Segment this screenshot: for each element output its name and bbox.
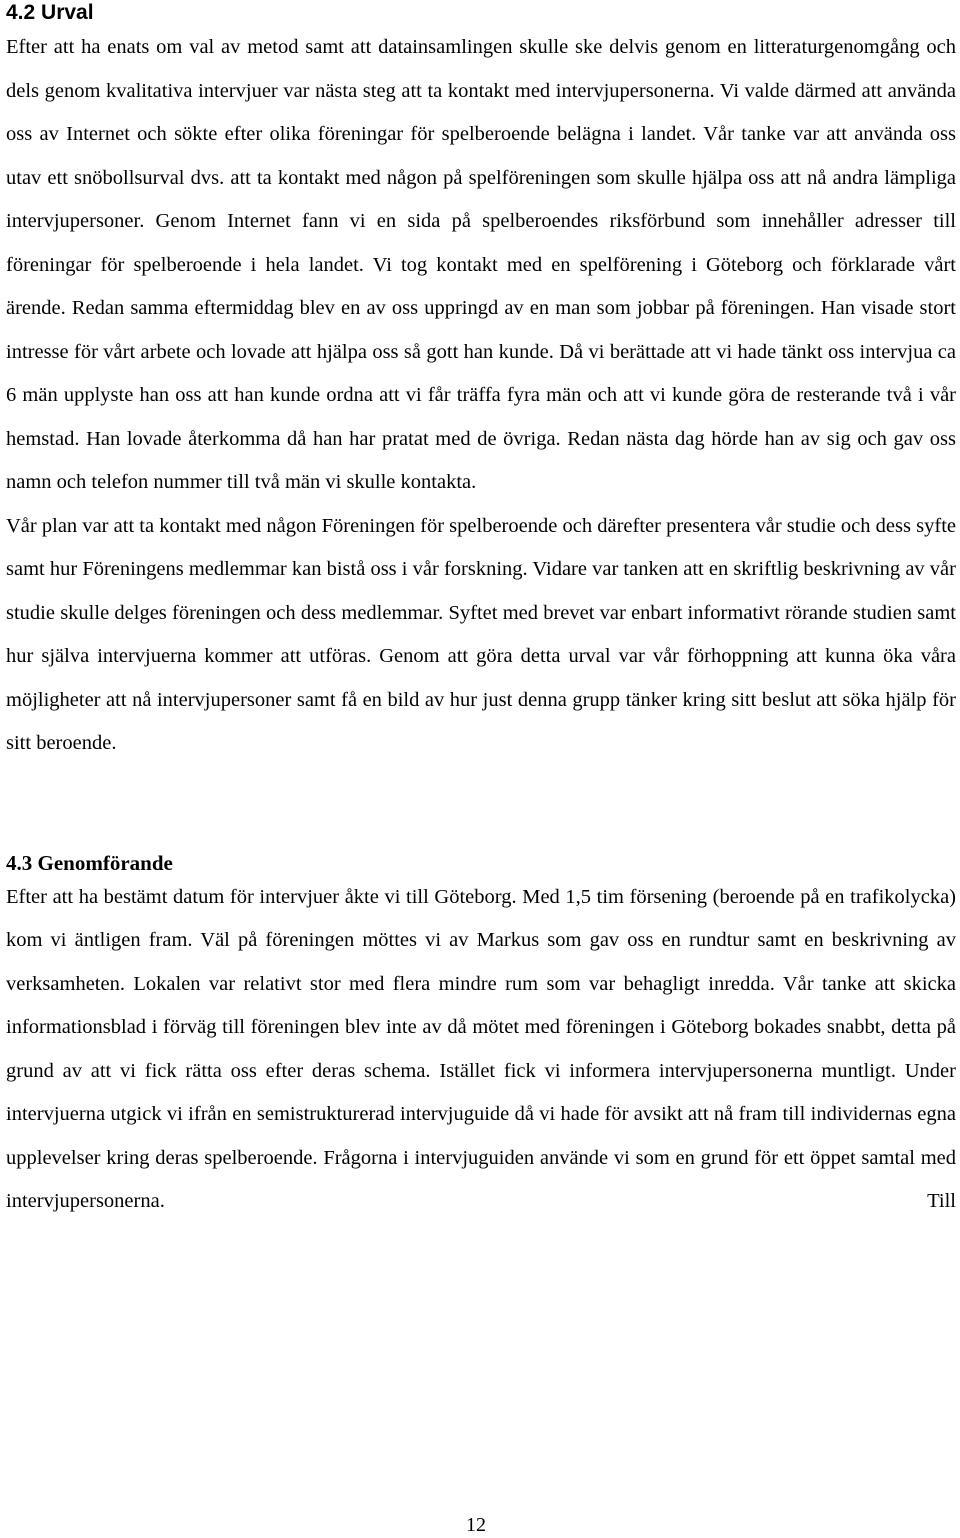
- paragraph-urval-1: Efter att ha enats om val av metod samt att datainsamlingen skulle ske delvis genom en litteraturgenomgång och dels genom kvalitativa intervjuer var nästa steg att ta kontakt med intervjupersonerna. Vi valde därmed att använda oss av Internet och sökte efter olika föreningar för spelberoende belägna i landet. Vår tanke var att använda oss utav ett snöbollsurval dvs. att ta kontakt med någon på spelföreningen som skulle hjälpa oss att nå andra lämpliga intervjupersoner. Genom Internet fann vi en sida på spelberoendes riksförbund som innehåller adresser till föreningar för spelberoende i hela landet. Vi tog kontakt med en spelförening i Göteborg och förklarade vårt ärende. Redan samma eftermiddag blev en av oss uppringd av en man som jobbar på föreningen. Han visade stort intresse för vårt arbete och lovade att hjälpa oss så gott han kunde. Då vi berättade att vi hade tänkt oss intervjua ca 6 män upplyste han oss att han kunde ordna att vi får träffa fyra män och att vi kunde göra de resterande två i vår hemstad. Han lovade återkomma då han har pratat med de övriga. Redan nästa dag hörde han av sig och gav oss namn och telefon nummer till två män vi skulle kontakta.: [6, 36, 956, 493]
- paragraph-urval-2: Vår plan var att ta kontakt med någon Föreningen för spelberoende och därefter presentera vår studie och dess syfte samt hur Föreningens medlemmar kan bistå oss i vår forskning. Vidare var tanken att en skriftlig beskrivning av vår studie skulle delges föreningen och dess medlemmar. Syftet med brevet var enbart informativt rörande studien samt hur själva intervjuerna kommer att utföras. Genom att göra detta urval var vår förhoppning att kunna öka våra möjligheter att nå intervjupersoner samt få en bild av hur just denna grupp tänker kring sitt beslut att söka hjälp för sitt beroende.: [6, 514, 956, 754]
- section-heading-genomforande: 4.3 Genomförande: [6, 850, 173, 875]
- document-page: [6, 0, 956, 1224]
- page-number: 12: [466, 1514, 486, 1536]
- paragraph-genomforande-1: Efter att ha bestämt datum för intervjuer åkte vi till Göteborg. Med 1,5 tim försening (beroende på en trafikolycka) kom vi äntligen fram. Väl på föreningen möttes vi av Markus som gav oss en rundtur samt en beskrivning av verksamheten. Lokalen var relativt stor med flera mindre rum som var behagligt inredda. Vår tanke att skicka informationsblad i förväg till föreningen blev inte av då mötet med föreningen i Göteborg bokades snabbt, detta på grund av att vi fick rätta oss efter deras schema. Istället fick vi informera intervjupersonerna muntligt. Under intervjuerna utgick vi ifrån en semistrukturerad intervjuguide då vi hade för avsikt att nå fram till individernas egna upplevelser kring deras spelberoende. Frågorna i intervjuguiden använde vi som en grund för ett öppet samtal med intervjupersonerna. Till: [6, 885, 956, 1212]
- section-spacer: [6, 766, 956, 850]
- section-heading-urval: 4.2 Urval: [6, 1, 94, 24]
